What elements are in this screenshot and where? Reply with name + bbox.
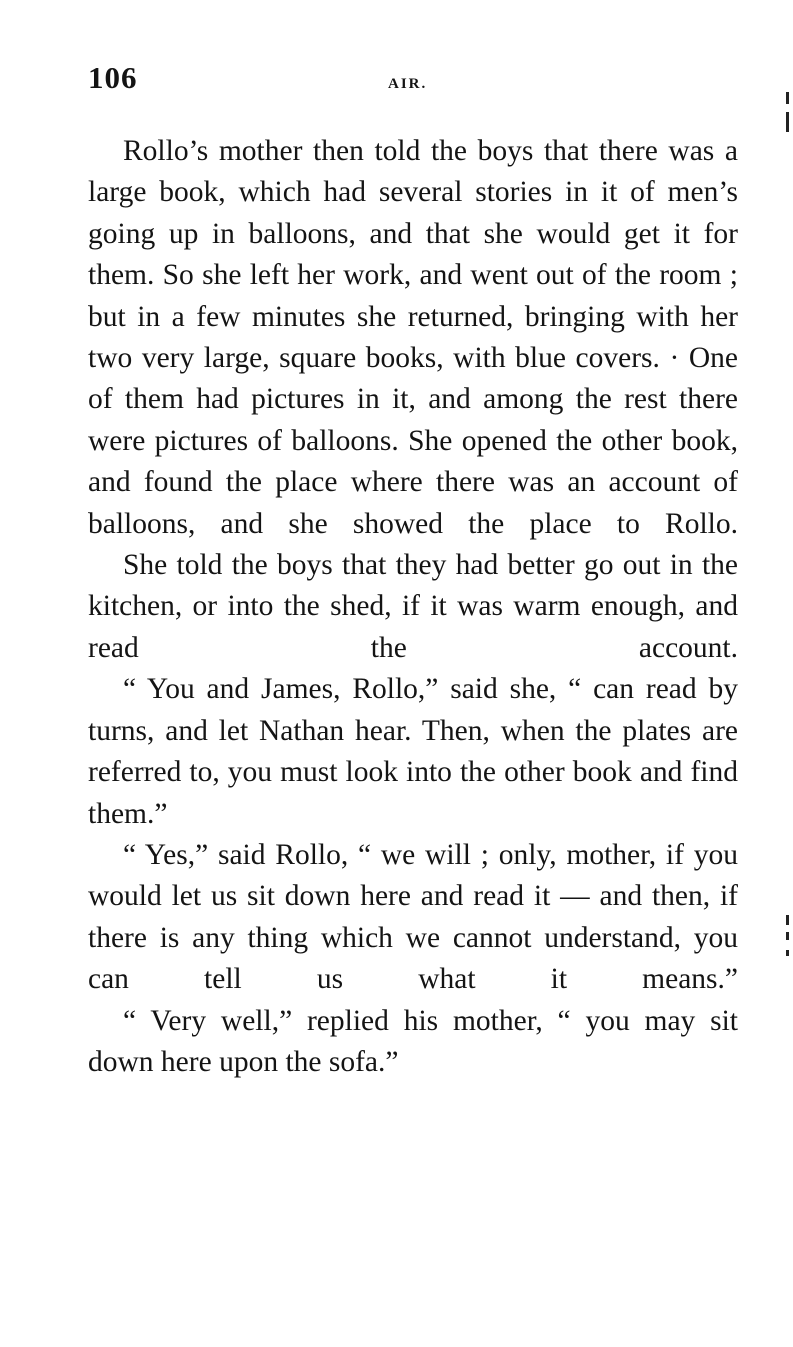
margin-scan-mark <box>786 112 789 132</box>
margin-scan-mark <box>786 915 789 925</box>
margin-scan-mark <box>786 932 789 940</box>
paragraph: “ You and James, Rollo,” said she, “ can read by turns, and let Nathan hear. Then, when the plates are referred to, you must look into the other book and find them.” <box>88 673 738 830</box>
paragraph: “ Yes,” said Rollo, “ we will ; only, mother, if you would let us sit down here and read it — and then, if there is any thing which we cannot understand, you can tell us what it means.” <box>88 838 738 996</box>
margin-scan-mark <box>786 92 789 104</box>
paragraph: Rollo’s mother then told the boys that there was a large book, which had several stories in it of men’s going up in balloons, and that she would get it for them. So she left her work, and went out of the room ; but in a few minutes she returned, bringing with her two very large, square books, with blue covers. · One of them had pictures in it, and among the rest there were pictures of balloons. She opened the other book, and found the place where there was an account of balloons, and she showed the place to Rollo. <box>88 135 738 540</box>
body-text <box>88 131 738 1083</box>
running-title: AIR. <box>388 76 428 92</box>
page-number: 106 <box>88 60 138 95</box>
running-head <box>88 60 738 100</box>
paragraph: She told the boys that they had better go out in the kitchen, or into the shed, if it was warm enough, and read the account. <box>88 549 738 664</box>
paragraph: “ Very well,” replied his mother, “ you may sit down here upon the sofa.” <box>88 1004 738 1078</box>
margin-scan-mark <box>786 950 789 956</box>
